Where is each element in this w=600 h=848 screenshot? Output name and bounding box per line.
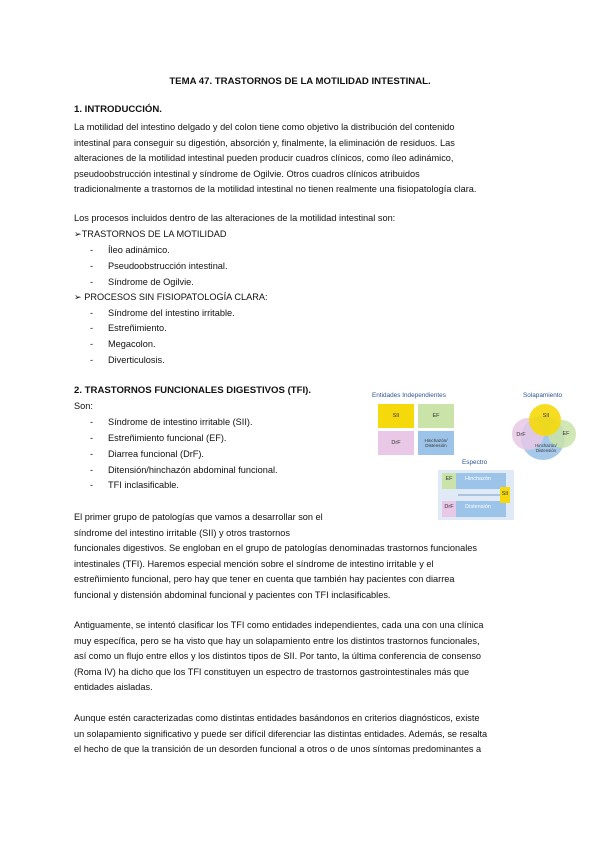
venn-drf-label: DrF <box>516 432 526 438</box>
dash-bullet: - <box>90 323 94 333</box>
section-1-heading: 1. INTRODUCCIÓN. <box>74 104 162 115</box>
son-label: Son: <box>74 401 93 411</box>
independent-entities-title: Entidades Independientes <box>372 392 446 399</box>
spectrum-sii-label: SII <box>501 491 509 497</box>
list-item: Megacolon. <box>108 339 156 349</box>
list-item: Diverticulosis. <box>108 355 165 365</box>
group-1-title: ➢TRASTORNOS DE LA MOTILIDAD <box>74 229 227 239</box>
page-title: TEMA 47. TRASTORNOS DE LA MOTILIDAD INTESTINAL. <box>169 76 431 87</box>
text-line: entidades aisladas. <box>74 682 153 692</box>
section-2-paragraph-3 <box>74 711 526 758</box>
ef-box: EF <box>418 404 454 428</box>
text-line: tradicionalmente a trastornos de la motilidad intestinal no tienen realmente una fisiopatología clara. <box>74 184 477 194</box>
text-line: La motilidad del intestino delgado y del colon tiene como objetivo la distribución del contenido <box>74 122 455 132</box>
spectrum-ef-label: EF <box>445 476 453 482</box>
list-item: Síndrome del intestino irritable. <box>108 308 235 318</box>
text-line: intestinales (TFI). Haremos especial mención sobre el síndrome de intestino irritable y el <box>74 558 434 569</box>
section-2-paragraph-1a <box>74 510 374 541</box>
dash-bullet: - <box>90 417 94 427</box>
list-item: Estreñimiento funcional (EF). <box>108 433 227 443</box>
drf-box: DrF <box>378 431 414 455</box>
list-item: TFI inclasificable. <box>108 480 179 490</box>
dash-bullet: - <box>90 480 94 490</box>
list-intro: Los procesos incluidos dentro de las alteraciones de la motilidad intestinal son: <box>74 213 396 223</box>
text-line: intestinal para conseguir su digestión, absorción y, finalmente, la eliminación de residuos. Las <box>74 137 455 148</box>
spectrum-distension-label: Distensión <box>465 504 491 510</box>
dash-bullet: - <box>90 433 94 443</box>
list-item: Diarrea funcional (DrF). <box>108 449 204 459</box>
venn-hinchazon-label: Hinchazón/ Distensión <box>535 443 557 453</box>
text-line: alteraciones de la motilidad intestinal pueden producir cuadros clínicos, como íleo adinámico, <box>74 153 454 163</box>
text-line: síndrome del intestino irritable (SII) y otros trastornos <box>74 527 290 538</box>
list-item: Síndrome de Ogilvie. <box>108 277 194 287</box>
venn-ef-label: EF <box>562 431 570 437</box>
text-line: (Roma IV) ha dicho que los TFI constituyen un espectro de trastornos gastrointestinales más que <box>74 666 470 677</box>
spectrum-title: Espectro <box>462 459 488 466</box>
text-line: un solapamiento significativo y puede ser difícil diferenciar las distintas entidades. Además, se resalta <box>74 728 488 739</box>
dash-bullet: - <box>90 449 94 459</box>
hinchazon-box: Hinchazón/ Distensión <box>418 431 454 455</box>
list-item: Íleo adinámico. <box>108 245 170 255</box>
dash-bullet: - <box>90 465 94 475</box>
list-item: Ditensión/hinchazón abdominal funcional. <box>108 465 278 475</box>
text-line: El primer grupo de patologías que vamos a desarrollar son el <box>74 512 323 522</box>
text-line: así como un flujo entre ellos y los distintos tipos de SII. Por tanto, la última conferencia de consenso <box>74 651 482 661</box>
list-item: Síndrome de intestino irritable (SII). <box>108 417 253 427</box>
section-1-paragraph <box>74 120 526 198</box>
tfi-figure <box>368 388 588 528</box>
text-line: pseudoobstrucción intestinal y síndrome de Ogilvie. Otros cuadros clínicos atribuidos <box>74 168 420 179</box>
venn-sii-label: SII <box>542 413 550 419</box>
text-line: muy específica, pero se ha visto que hay un solapamiento entre los distintos trastornos funcionales, <box>74 635 480 646</box>
text-line: funcional y distensión abdominal funcional y pacientes con TFI inclasificables. <box>74 589 391 600</box>
dash-bullet: - <box>90 261 94 271</box>
dash-bullet: - <box>90 355 94 365</box>
sii-box: SII <box>378 404 414 428</box>
list-item: Estreñimiento. <box>108 323 167 333</box>
dash-bullet: - <box>90 308 94 318</box>
list-item: Pseudoobstrucción intestinal. <box>108 261 228 271</box>
overlap-title: Solapamiento <box>523 392 563 399</box>
text-line: funcionales digestivos. Se engloban en el grupo de patologías denominadas trastornos funcionales <box>74 543 477 553</box>
text-line: Antiguamente, se intentó clasificar los TFI como entidades independientes, cada una con una clínica <box>74 620 484 630</box>
spectrum-drf-label: DrF <box>444 504 454 510</box>
spectrum-hinchazon-label: Hinchazón <box>465 476 491 482</box>
text-line: Aunque estén caracterizadas como distintas entidades basándonos en criterios diagnósticos, existe <box>74 713 480 723</box>
section-2-heading: 2. TRASTORNOS FUNCIONALES DIGESTIVOS (TFI). <box>74 385 312 396</box>
dash-bullet: - <box>90 245 94 255</box>
group-2-title: ➢ PROCESOS SIN FISIOPATOLOGÍA CLARA: <box>74 292 268 302</box>
section-2-paragraph-2 <box>74 618 526 696</box>
text-line: el hecho de que la transición de un desorden funcional a otros o de unos síntomas predominantes a <box>74 744 482 754</box>
text-line: estreñimiento funcional, pero hay que tener en cuenta que también hay pacientes con diarrea <box>74 574 455 584</box>
dash-bullet: - <box>90 339 94 349</box>
section-2-paragraph-1b <box>74 541 526 603</box>
dash-bullet: - <box>90 277 94 287</box>
